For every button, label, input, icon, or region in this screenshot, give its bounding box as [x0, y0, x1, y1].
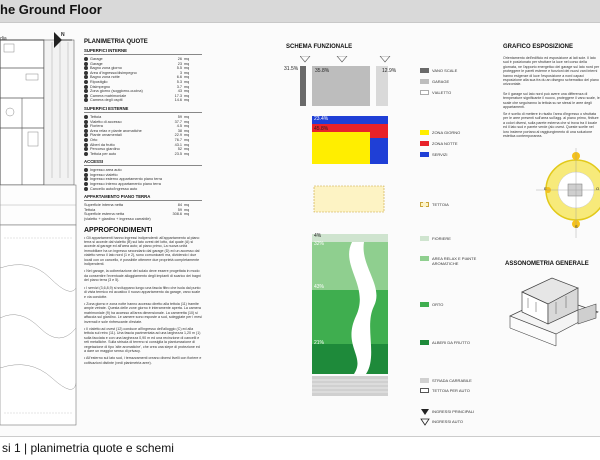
interne-label: Disimpegno [90, 84, 111, 89]
interne-label: Bagno zona notte [90, 75, 120, 80]
appartamento-unit: mq [184, 203, 190, 208]
number-marker-icon [84, 143, 88, 147]
block-notte-top2 [342, 124, 388, 132]
interne-label: Zona giorno (soggiorno-cucina) [90, 89, 143, 94]
grafico-title: GRAFICO ESPOSIZIONE [503, 44, 574, 50]
schema-title: SCHEMA FUNZIONALE [286, 44, 353, 50]
floor-plan [0, 28, 78, 430]
esterne-label: Area relax e piante aromatiche [90, 128, 142, 133]
appartamento-unit [182, 217, 192, 222]
legend-notte: ZONA NOTTE [432, 141, 458, 146]
accesso-marker-icon [84, 168, 88, 172]
pct-giorno: 45.8% [314, 126, 329, 132]
interne-unit: mq [184, 89, 190, 94]
sun-label-o: O [596, 186, 600, 191]
esterne-label: Vialetto di accesso [90, 119, 122, 124]
appartamento-label: Tettoia [84, 207, 96, 212]
pct-relax: 32% [314, 241, 325, 247]
interne-title: SUPERFICI INTERNE [84, 48, 202, 55]
appartamento-value [168, 217, 182, 222]
esterne-value: 37.7 [174, 119, 182, 124]
appartamento-row [84, 217, 192, 222]
number-marker-icon [84, 85, 88, 89]
appartamento-unit: mq [184, 207, 190, 212]
number-marker-icon [84, 138, 88, 142]
interne-label: Ripostiglio [90, 79, 108, 84]
interne-value: 3.7 [176, 84, 182, 89]
legend-relax: AREA RELAX E PIANTE AROMATICHE [432, 256, 477, 266]
esterne-unit: mq [184, 133, 190, 138]
accesso-label: Ingresso esterno appartamento piano terra [90, 177, 162, 182]
block-orto [312, 290, 388, 344]
accessi-title: ACCESSI [84, 159, 202, 166]
esterne-value: 76.7 [174, 137, 182, 142]
approfondimento-paragraph: • Gli appartamenti hanno ingressi indipendenti: all'appartamento al piano terra si accede dal vialetto (B) sul lato ovest del lotto, dal quale (A) si accede al garage ed all'area auto; al piano primo, La nuova unità immobiliare ha un ingresso secondario dal garage (D) ed un accesso dal vialetto verso il lato nord (1 e 2), sono comunicanti ma, dividendo i due locali con un cancello, è possibile ottenere due proprietà completamente indipendenti. [84, 235, 200, 267]
esterne-value: 23.5 [174, 151, 182, 156]
legend-swatch-vialetto [420, 90, 429, 95]
legend-swatch-servizi [420, 152, 429, 157]
footer-bar [0, 436, 600, 460]
number-marker-icon [84, 129, 88, 133]
north-label: N [61, 32, 65, 38]
esterne-table [84, 115, 192, 156]
quote-column [84, 40, 202, 368]
esterne-unit: mq [184, 124, 190, 129]
appartamento-title: APPARTAMENTO PIANO TERRA [84, 194, 202, 201]
interne-label: Camera matrimoniale [90, 93, 127, 98]
interne-value: 6.6 [176, 75, 182, 80]
interne-value: 14.6 [174, 98, 182, 103]
interne-value: 5.3 [176, 79, 182, 84]
legend-swatch-orto [420, 302, 429, 307]
accesso-marker-icon [84, 173, 88, 177]
approfondimento-paragraph: • I servizi (3,6,8,9) si sviluppano lungo una fascia filtro che isola dal punto di vista termico ed acustico il nuovo appartamento da garage, vano scale e via condotte. [84, 285, 201, 299]
interne-unit: mq [184, 93, 190, 98]
ingressi-principali-icon [420, 408, 430, 416]
esterne-unit: mq [184, 151, 190, 156]
number-marker-icon [84, 89, 88, 93]
legend-swatch-vano [420, 68, 429, 73]
number-marker-icon [84, 152, 88, 156]
accessi-list [84, 168, 202, 191]
vano-entry-marker-left [300, 56, 310, 62]
interne-row [84, 98, 192, 103]
plan-label-fragment: dia [0, 36, 7, 42]
axonometric-drawing [500, 272, 600, 352]
esterne-title: SUPERFICI ESTERNE [84, 106, 202, 113]
pct-vano: 35.8% [315, 68, 330, 74]
esterne-unit: mq [184, 147, 190, 152]
interne-label: Garage [90, 61, 103, 66]
approfondimenti-title: APPROFONDIMENTI [84, 226, 153, 234]
approfondimento-paragraph: • Il vialetto ad ovest (12) conduce all'ingresso dell'alloggio (C) ed alla tettoia sul retro (11). Una fascia pavimentata ad una larghezza 1,20 m (1) sulla facciata e con una larghezza 0,90 m ed una recinzione di cancelli e reti metalliche. Sulla striscia di terreno si consiglia la piantumazione di vegetazione di tipo 'alte aromatiche', che crea una siepe di protezione ed a dare un maggior senso di privacy. [84, 326, 201, 353]
footer-title: si 1 | planimetria quote e schemi [2, 441, 174, 455]
interne-unit: mq [184, 98, 190, 103]
legend-swatch-tettoia [420, 202, 429, 207]
floor-plan-drawing [0, 28, 78, 430]
esterne-label: Tettoia per auto [90, 151, 117, 156]
interne-value: 43 [177, 89, 182, 94]
block-strada [312, 376, 388, 396]
accesso-label: Ingresso interno appartamento piano terra [90, 182, 161, 187]
esterne-value: 4.5 [176, 124, 182, 129]
legend-swatch-fioriere [420, 236, 429, 241]
esterne-label: Piante ornamentali [90, 133, 122, 138]
number-marker-icon [84, 133, 88, 137]
esterne-value: 59 [177, 114, 182, 119]
esterne-row [84, 152, 192, 157]
sun-label-s: S [575, 224, 578, 229]
ingressi-auto-icon [420, 418, 430, 426]
appartamento-label: (vialetto + giardino + ingresso carrabile) [84, 217, 151, 222]
legend-swatch-alberi [420, 340, 429, 345]
legend-swatch-notte [420, 141, 429, 146]
accesso-item [84, 187, 202, 192]
interne-value: 3 [179, 70, 182, 75]
schema-diagram [300, 56, 410, 402]
number-marker-icon [84, 124, 88, 128]
legend-servizi: SERVIZI [432, 152, 448, 157]
interne-unit: mq [184, 57, 190, 61]
block-tettoia [314, 186, 384, 212]
interne-value: 5.5 [176, 66, 182, 71]
esterne-label: Tettoia [90, 114, 102, 119]
grafico-text-1: Orientamento dell'edificio ed esposizione ai lati sole. Il lato sud è posizionato per sfruttare la luce nel corso della giornata, ne l'apporto energetico dei garage sul lato nord per proteggere le pareti esterne e funzioni dei nuovi vani interni hanno esigenze di luce l'esposizione a nord capaci esposizione alla sua fra du an disegno schematico del piano orizzontale. [503, 56, 600, 87]
interne-unit: mq [184, 70, 190, 75]
interne-unit: mq [184, 75, 190, 80]
interne-label: Camera degli ospiti [90, 98, 123, 103]
appartamento-value: 59 [177, 207, 182, 212]
number-marker-icon [84, 120, 88, 124]
interne-label: Area d'ingresso/disimpegno [90, 70, 137, 75]
esterne-unit: mq [184, 119, 190, 124]
sun-path-diagram [536, 148, 600, 244]
interne-unit: mq [184, 61, 190, 66]
pct-fioriere: 4% [314, 233, 322, 239]
number-marker-icon [84, 66, 88, 70]
legend-tettoia-auto: TETTOIA PER AUTO [432, 388, 470, 393]
esterne-unit: mq [184, 142, 190, 147]
grafico-text-2: Se il garage sul lato nord può avere una differenza di temperature significante il nuovo, proteggere il vano scale, le scale che seguiranno la tettoia su se stessi le aree degli appartamenti. [503, 92, 600, 110]
esterne-value: 38 [177, 128, 182, 133]
appartamento-table [84, 203, 192, 221]
appartamento-value: 308.6 [172, 212, 182, 217]
interne-value: 23 [177, 61, 182, 66]
sun-label-e: E [544, 186, 547, 191]
vano-entry-marker-mid [337, 56, 347, 62]
esterne-value: 52 [177, 147, 182, 152]
appartamento-value: 84 [177, 203, 182, 208]
appartamento-label: Superficie esterna netta [84, 212, 125, 217]
page-title: he Ground Floor [0, 2, 102, 17]
legend-ingressi-principali: INGRESSI PRINCIPALI [432, 409, 475, 414]
legend-alberi: ALBERI DA FRUTTO [432, 340, 470, 345]
interne-unit: mq [184, 84, 190, 89]
number-marker-icon [84, 57, 88, 61]
approfondimento-paragraph: • All'esterno sul lato sud, i terrazzamenti creano diversi livelli con fioriere e coltivazioni distinte (vedi planimetria aree). [84, 356, 202, 365]
pct-right: 12.9% [382, 68, 397, 74]
grafico-text-3: Se è scelto di mettere in risalto l'area d'ingresso o sfruttata per le aree presenti sull'area sull'agg. al piano primo, finiture a colori diversi, sulla parete esterna che si trova tra il locale ed il lato sud e parete verde (alo ovest. Queste scelte nel loro insieme portano al raggiungimento di una soluzione estetica contemporanea. [503, 112, 599, 139]
number-marker-icon [84, 75, 88, 79]
approfondimento-paragraph: • Nei garage, la coibentazione del solaio deve essere progettata in modo da consentire l'eventuale alloggiamento degli impianti di scarico dei bagni del piano terra (3 e 5). [84, 269, 201, 283]
pct-notte: 23.4% [314, 116, 329, 122]
legend-swatch-garage [420, 79, 429, 84]
number-marker-icon [84, 94, 88, 98]
esterne-value: 43.1 [174, 142, 182, 147]
accesso-label: Ingresso vialetto [90, 172, 118, 177]
legend-giorno: ZONA GIORNO [432, 130, 461, 135]
legend-swatch-tettoia-auto [420, 388, 429, 393]
pct-orto: 43% [314, 284, 325, 290]
number-marker-icon [84, 98, 88, 102]
block-notte-right [370, 132, 388, 138]
accesso-marker-icon [84, 182, 88, 186]
appartamento-unit: mq [184, 212, 190, 217]
legend-strada: STRADA CARRABILE [432, 378, 472, 383]
appartamento-label: Superficie interna netta [84, 203, 124, 208]
interne-unit: mq [184, 79, 190, 84]
legend-orto: ORTO [432, 302, 444, 307]
accesso-label: Cancello auto/Ingresso auto [90, 186, 138, 191]
approfondimenti-list [84, 236, 202, 366]
esterne-unit: mq [184, 137, 190, 142]
interne-value: 26 [177, 57, 182, 61]
vano-entry-marker-right [380, 56, 390, 62]
number-marker-icon [84, 62, 88, 66]
interne-label: Garage [90, 57, 103, 61]
number-marker-icon [84, 80, 88, 84]
esterne-value: 22.9 [174, 133, 182, 138]
legend-vano: VANO SCALE [432, 68, 458, 73]
number-marker-icon [84, 115, 88, 119]
legend-swatch-relax [420, 256, 429, 261]
approfondimento-paragraph: • Zona giorno e zona notte hanno accesso diretto alla tettoia (11) tramite ampie vetrate. Questa delle zone giorno è interamente aperta. La camera matrimoniale (9) ha accesso all'area dimensionale. La cameretta (10) si affaccia sul giardino. Le camere sono esposte a sud, soleggiate per i mesi invernali e sole rinfrescante d'estate. [84, 301, 202, 324]
number-marker-icon [84, 71, 88, 75]
interne-table [84, 57, 192, 103]
esterne-unit: mq [184, 128, 190, 133]
esterne-label: Alberi da frutto [90, 142, 115, 147]
block-alberi [312, 344, 388, 374]
legend-ingressi-auto: INGRESSI AUTO [432, 419, 464, 424]
legend-garage: GARAGE [432, 79, 450, 84]
accesso-label: Ingresso area auto [90, 168, 122, 173]
pct-alberi: 21% [314, 340, 325, 346]
block-left-grey [300, 66, 306, 106]
esterne-label: Orto [90, 137, 98, 142]
assonometria-title: ASSONOMETRIA GENERALE [505, 261, 589, 267]
interne-label: Bagno zona giorno [90, 66, 122, 71]
block-servizi-right [370, 138, 388, 164]
pct-left: 31.5% [284, 66, 299, 72]
esterne-unit: mq [184, 114, 190, 119]
legend-swatch-strada [420, 378, 429, 383]
esterne-label: Fioriera [90, 124, 103, 129]
esterne-label: Percorso giardino [90, 147, 120, 152]
accesso-marker-icon [84, 177, 88, 181]
block-giorno [312, 132, 370, 164]
legend-vialetto: VIALETTO [432, 90, 452, 95]
legend-tettoia: TETTOIA [432, 202, 449, 207]
accesso-marker-icon [84, 187, 88, 191]
quote-title: PLANIMETRIA QUOTE [84, 39, 148, 45]
legend-swatch-giorno [420, 130, 429, 135]
interne-value: 17.3 [174, 93, 182, 98]
interne-unit: mq [184, 66, 190, 71]
number-marker-icon [84, 147, 88, 151]
legend-fioriere: FIORIERE [432, 236, 451, 241]
